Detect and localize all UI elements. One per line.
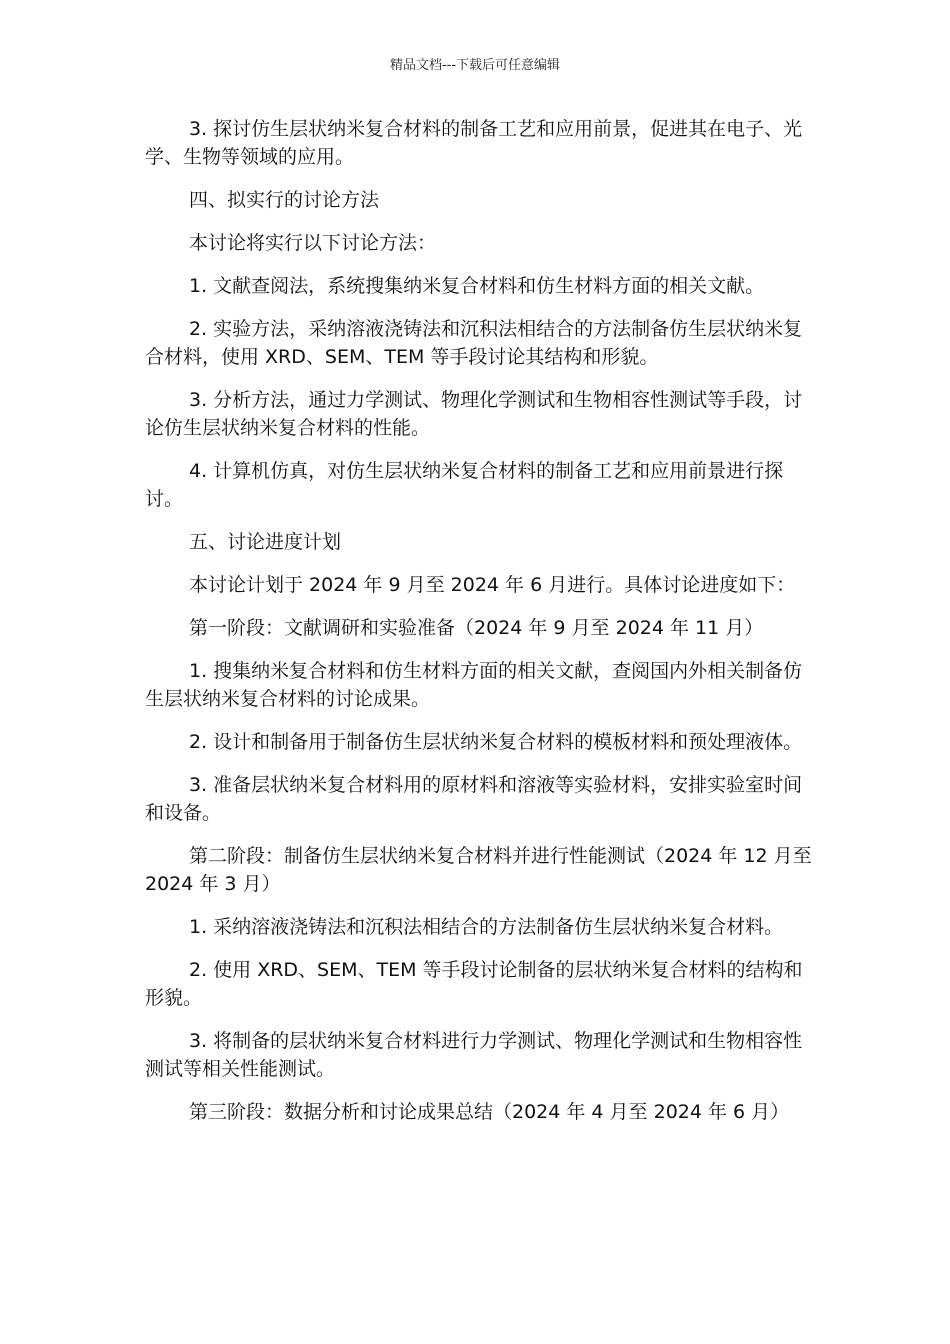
stage-1-heading: 第一阶段：文献调研和实验准备（2024 年 9 月至 2024 年 11 月） (189, 617, 764, 639)
section-heading-schedule: 五、讨论进度计划 (189, 531, 342, 553)
section-heading-methods: 四、拟实行的讨论方法 (189, 189, 380, 211)
paragraph-methods-intro: 本讨论将实行以下讨论方法： (189, 232, 437, 254)
paragraph-method-3: 3. 分析方法，通过力学测试、物理化学测试和生物相容性测试等手段，讨论仿生层状纳米复合材料的性能。 (145, 389, 803, 439)
page-header: 精品文档---下载后可任意编辑 (389, 58, 561, 73)
stage-3-heading: 第三阶段：数据分析和讨论成果总结（2024 年 4 月至 2024 年 6 月） (189, 1101, 790, 1123)
paragraph-method-4: 4. 计算机仿真，对仿生层状纳米复合材料的制备工艺和应用前景进行探讨。 (145, 460, 784, 510)
paragraph-method-1: 1. 文献查阅法，系统搜集纳米复合材料和仿生材料方面的相关文献。 (189, 275, 765, 297)
paragraph-method-2: 2. 实验方法，采纳溶液浇铸法和沉积法相结合的方法制备仿生层状纳米复合材料，使用 XRD、SEM、TEM 等手段讨论其结构和形貌。 (145, 318, 803, 368)
stage-2-item-1: 1. 采纳溶液浇铸法和沉积法相结合的方法制备仿生层状纳米复合材料。 (189, 916, 784, 938)
paragraph-schedule-intro: 本讨论计划于 2024 年 9 月至 2024 年 6 月进行。具体讨论进度如下： (189, 574, 796, 596)
document-body (145, 115, 813, 1141)
stage-1-item-2: 2. 设计和制备用于制备仿生层状纳米复合材料的模板材料和预处理液体。 (189, 731, 803, 753)
stage-1-item-1: 1. 搜集纳米复合材料和仿生材料方面的相关文献，查阅国内外相关制备仿生层状纳米复合材料的讨论成果。 (145, 660, 803, 710)
stage-2-heading: 第二阶段：制备仿生层状纳米复合材料并进行性能测试（2024 年 12 月至 2024 年 3 月） (145, 845, 812, 895)
stage-2-item-2: 2. 使用 XRD、SEM、TEM 等手段讨论制备的层状纳米复合材料的结构和形貌。 (145, 959, 803, 1009)
stage-2-item-3: 3. 将制备的层状纳米复合材料进行力学测试、物理化学测试和生物相容性测试等相关性能测试。 (145, 1030, 803, 1080)
stage-1-item-3: 3. 准备层状纳米复合材料用的原材料和溶液等实验材料，安排实验室时间和设备。 (145, 774, 803, 824)
paragraph-objective-3: 3. 探讨仿生层状纳米复合材料的制备工艺和应用前景，促进其在电子、光学、生物等领域的应用。 (145, 118, 803, 168)
